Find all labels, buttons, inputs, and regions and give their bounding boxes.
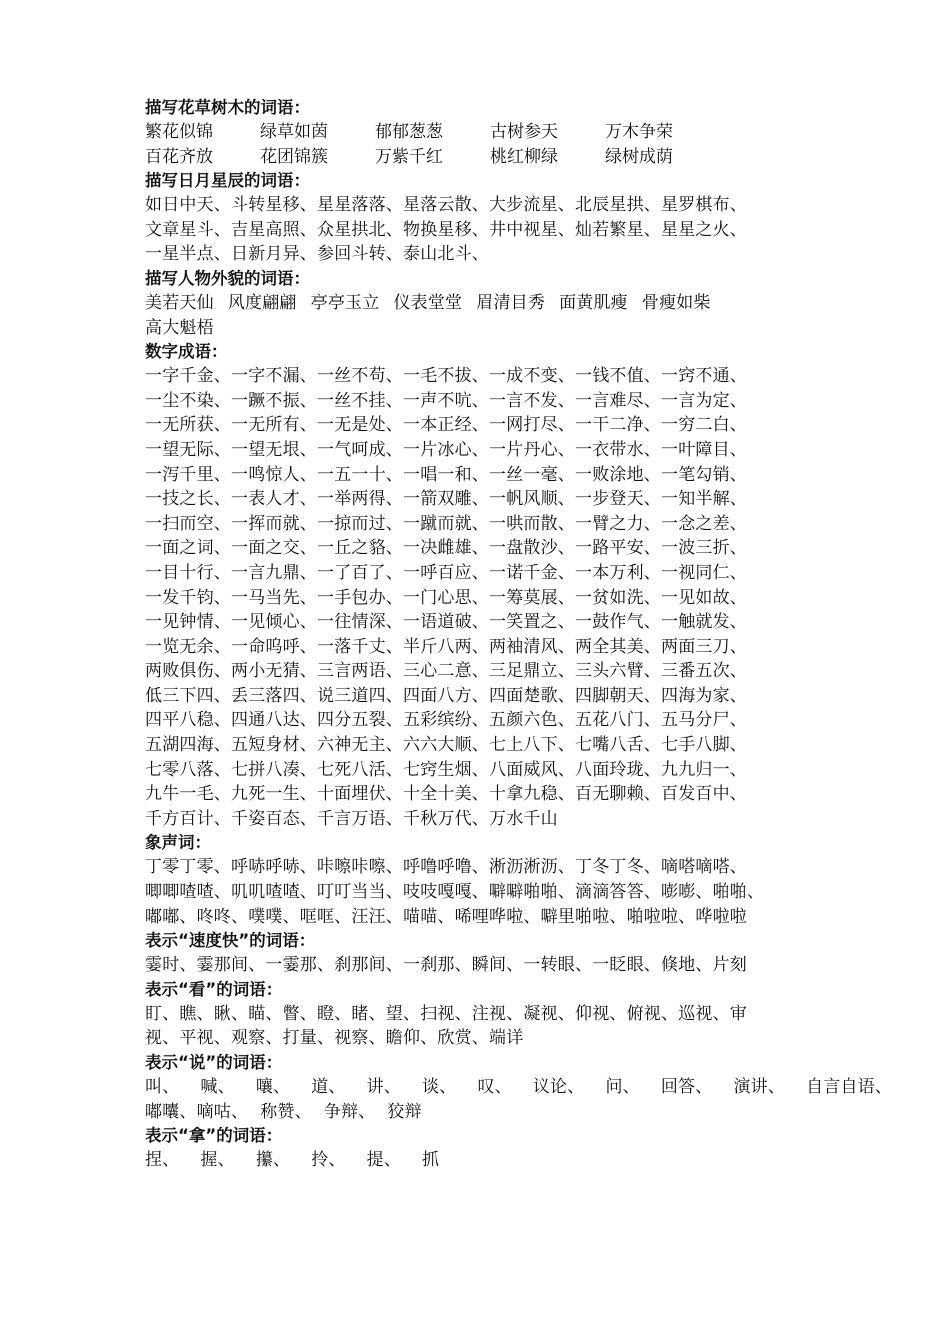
word: 叹、 [477,1077,512,1097]
word: 演讲、 [733,1077,786,1097]
word: 面黄肌瘦 [559,292,628,313]
text-line: 千方百计、千姿百态、千言万语、千秋万代、万水千山 [145,808,558,829]
word: 谈、 [422,1077,457,1097]
word-row [145,291,825,316]
word: 亭亭玉立 [310,292,380,313]
section-heading-say: 表示“说”的词语： [145,1053,283,1072]
word: 繁花似锦 [145,122,213,142]
text-line: 一扫而空、一挥而就、一掠而过、一蹴而就、一哄而散、一臂之力、一念之差、 [145,513,747,534]
word: 提、 [366,1150,402,1171]
text-line: 一无所获、一无所有、一无是处、一本正经、一网打尽、一干二净、一穷二白、 [145,415,747,436]
text-line: 七零八落、七拼八凑、七死八活、七窍生烟、八面威风、八面玲珑、九九归一、 [145,759,747,780]
text-line: 一面之词、一面之交、一丘之貉、一决雌雄、一盘散沙、一路平安、一波三折、 [145,538,747,559]
section-heading-number-idioms: 数字成语： [145,342,228,362]
text-line: 一览无余、一命呜呼、一落千丈、半斤八两、两袖清风、两全其美、两面三刀、 [145,636,747,657]
word-row [145,1100,825,1125]
word: 眉清目秀 [476,292,546,313]
word: 仪表堂堂 [393,292,463,313]
text-line: 丁零丁零、呼哧呼哧、咔嚓咔嚓、呼噜呼噜、淅沥淅沥、丁冬丁冬、嘀嗒嘀嗒、 [145,857,747,878]
text-line: 唧唧喳喳、叽叽喳喳、叮叮当当、吱吱嘎嘎、噼噼啪啪、滴滴答答、嘭嘭、啪啪、 [145,882,765,903]
section-heading-onomatopoeia: 象声词： [145,833,211,853]
word: 古树参天 [490,122,558,142]
text-line: 一字千金、一字不漏、一丝不苟、一毛不拔、一成不变、一钱不值、一窍不通、 [145,366,747,387]
word: 桃红柳绿 [490,146,558,167]
section-heading-appearance: 描写人物外貌的词语： [145,268,310,288]
word: 攥、 [255,1150,291,1171]
word: 道、 [311,1077,346,1097]
text-line: 盯、瞧、瞅、瞄、瞥、瞪、睹、望、扫视、注视、凝视、仰视、俯视、巡视、审 [145,1003,747,1024]
text-line: 一望无际、一望无垠、一气呵成、一片冰心、一片丹心、一衣带水、一叶障目、 [145,439,747,460]
word: 称赞、 [260,1101,312,1122]
text-line: 一泻千里、一鸣惊人、一五一十、一唱一和、一丝一毫、一败涂地、一笔勾销、 [145,464,747,485]
word-row [145,1148,825,1173]
word: 讲、 [366,1077,402,1097]
text-line: 一见钟情、一见倾心、一往情深、一语道破、一笑置之、一鼓作气、一触就发、 [145,612,747,633]
text-line: 两败俱伤、两小无猜、三言两语、三心二意、三足鼎立、三头六臂、三番五次、 [145,661,747,682]
word: 握、 [200,1150,235,1171]
word: 万紫千红 [375,146,443,167]
word: 抓 [422,1150,440,1171]
word: 嘟囔、嘀咕、 [145,1101,249,1122]
word: 争辩、 [323,1101,376,1122]
section-heading-take: 表示“拿”的词语： [145,1126,283,1146]
section-heading-look: 表示“看”的词语： [145,979,283,999]
word: 自言自语、 [806,1077,893,1097]
word: 叫、 [145,1077,180,1097]
word: 风度翩翩 [227,292,297,313]
word: 问、 [605,1077,640,1097]
word: 万木争荣 [605,122,673,142]
word: 议论、 [532,1077,585,1097]
text-line: 九牛一毛、九死一生、十面埋伏、十全十美、十拿九稳、百无聊赖、百发百中、 [145,784,747,805]
text-line: 视、平视、观察、打量、视察、瞻仰、欣赏、端详 [145,1028,524,1049]
word: 花团锦簇 [260,146,328,167]
text-line: 五湖四海、五短身材、六神无主、六六大顺、七上八下、七嘴八舌、七手八脚、 [145,735,747,756]
word: 骨瘦如柴 [641,292,711,313]
word-row [145,120,825,145]
text-line: 霎时、霎那间、一霎那、刹那间、一刹那、瞬间、一转眼、一眨眼、倏地、片刻 [145,955,747,976]
word: 喊、 [200,1077,235,1097]
text-line: 一星半点、日新月异、参回斗转、泰山北斗、 [145,244,489,265]
word: 绿草如茵 [260,122,328,142]
text-line: 如日中天、斗转星移、星星落落、星落云散、大步流星、北辰星拱、星罗棋布、 [145,195,747,216]
section-heading-flowers: 描写花草树木的词语： [145,98,310,117]
text-line: 一技之长、一表人才、一举两得、一箭双雕、一帆风顺、一步登天、一知半解、 [145,489,747,510]
section-heading-speed: 表示“速度快”的词语： [145,931,316,951]
word: 回答、 [660,1077,713,1097]
section-heading-stars: 描写日月星辰的词语： [145,171,310,191]
word: 百花齐放 [145,146,213,167]
text-line: 文章星斗、吉星高照、众星拱北、物换星移、井中视星、灿若繁星、星星之火、 [145,219,747,240]
text-line: 四平八稳、四通八达、四分五裂、五彩缤纷、五颜六色、五花八门、五马分尸、 [145,710,747,731]
word: 捏、 [145,1150,180,1171]
word: 郁郁葱葱 [375,122,443,142]
word: 狡辩 [387,1101,422,1122]
word-row [145,145,825,170]
text-line: 嘟嘟、咚咚、噗噗、哐哐、汪汪、喵喵、唏哩哗啦、噼里啪啦、啪啦啦、哗啦啦 [145,906,747,927]
text-line: 一目十行、一言九鼎、一了百了、一呼百应、一诺千金、一本万利、一视同仁、 [145,562,747,583]
text-line: 一尘不染、一蹶不振、一丝不挂、一声不吭、一言不发、一言难尽、一言为定、 [145,390,747,411]
word: 绿树成荫 [605,146,673,167]
document-page [145,96,893,1173]
text-line: 一发千钧、一马当先、一手包办、一门心思、一筹莫展、一贫如洗、一见如故、 [145,587,747,608]
word: 美若天仙 [145,292,214,313]
word-row [145,1075,893,1100]
text-line: 低三下四、丢三落四、说三道四、四面八方、四面楚歌、四脚朝天、四海为家、 [145,685,747,706]
word: 嚷、 [255,1077,291,1097]
word: 拎、 [311,1150,346,1171]
text-line: 高大魁梧 [145,317,214,338]
